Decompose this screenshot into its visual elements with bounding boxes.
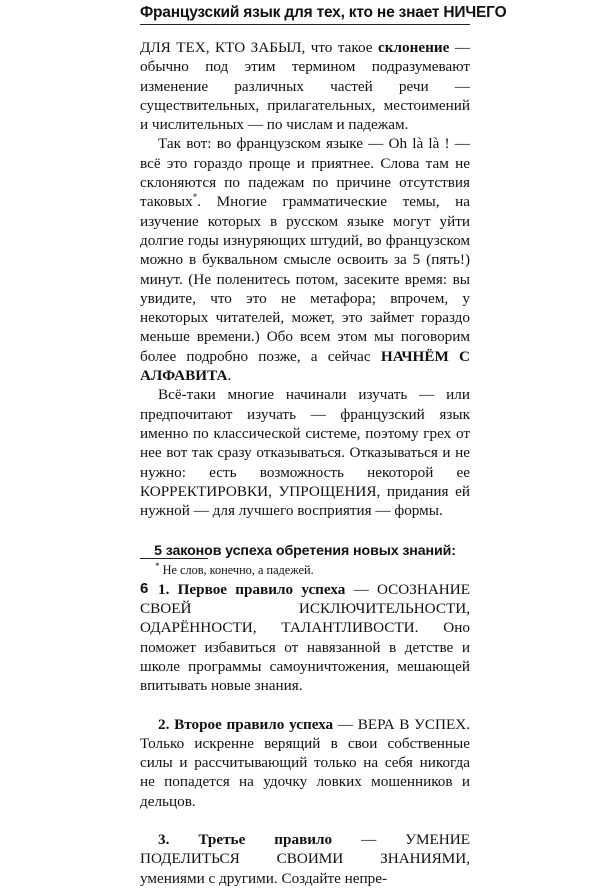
rule-2-text: — ВЕРА В УСПЕХ. Только искренне верящий в свои собственные силы и рассчитывающий только на себя никогда не попадется на удочку ловких мошенников и дельцов. — [140, 715, 470, 810]
page-number: 6 — [140, 580, 149, 597]
paragraph-classic-system: Всё-таки многие начинали изучать — или предпочитают изучать — французский язык именно по классической системе, поэтому грех от нее вот так сразу отказываться. Отказываться и не нужно: есть возможность некоторой ее КОРРЕКТИРОВКИ, УПРОЩЕНИЯ, придания ей нужной — для лучшего восприятия — формы. — [140, 386, 470, 520]
running-header: Французский язык для тех, кто не знает НИЧЕГО — [140, 4, 507, 21]
p2-text-1: Так вот: во французском языке — Oh là là ! — всё это гораздо проще и приятнее. Слова там не склоняются по падежам по причине отсутствия таковых — [140, 135, 470, 211]
p1-lead: ДЛЯ ТЕХ, КТО ЗАБЫЛ, что такое — [140, 39, 379, 56]
rule-3-label: 3. Третье правило — [158, 830, 333, 848]
rule-3-text: — УМЕНИЕ ПОДЕЛИТЬСЯ СВОИМИ ЗНАНИЯМИ, умениями с другими. Создайте непре- — [140, 830, 470, 887]
section-title: 5 законов успеха обретения новых знаний: — [154, 543, 456, 560]
rule-3 — [140, 830, 470, 888]
p1-rest: — обычно под этим термином подразумевают изменение различных частей речи — существительных, прилагательных, местоимений и числительных — по числам и падежам. — [140, 39, 470, 134]
rule-1-label: 1. Первое правило успеха — [158, 580, 346, 598]
header-rule — [140, 24, 470, 25]
paragraph-declension — [140, 38, 470, 134]
rule-1 — [140, 580, 470, 696]
rule-1-text: — ОСОЗНАНИЕ СВОЕЙ ИСКЛЮЧИТЕЛЬНОСТИ, ОДАРЁННОСТИ, ТАЛАНТЛИВОСТИ. Оно поможет избавиться от навязанной в детстве и школе программы самоуничтожения, мешающей впитывать новые знания. — [140, 580, 470, 695]
page-body — [140, 38, 470, 888]
p2-text-2: . Многие грамматические темы, на изучение которых в русском языке могут уйти долгие годы изнуряющих штудий, во французском можно в буквальном смысле освоить за 5 (пять!) минут. (Не поленитесь потом, засеките время: вы увидите, что это не метафора; впрочем, у некоторых читателей, может, это займет гораздо меньше времени.) Обо всем этом мы поговорим более подробно позже, а сейчас — [140, 193, 470, 365]
footnote-mark: * — [155, 560, 160, 571]
footnote — [155, 560, 314, 578]
p2-end: . — [227, 367, 232, 385]
rule-2-label: 2. Второе правило успеха — [158, 715, 334, 733]
term-declension: склонение — [378, 39, 450, 56]
footnote-reference: * — [192, 192, 198, 203]
emphasis-alphabet: НАЧНЁМ С АЛФАВИТА — [140, 347, 470, 385]
rule-2 — [140, 715, 470, 811]
footnote-text: Не слов, конечно, а падежей. — [159, 563, 314, 577]
footnote-rule — [140, 558, 208, 559]
paragraph-french-simplicity — [140, 134, 470, 385]
